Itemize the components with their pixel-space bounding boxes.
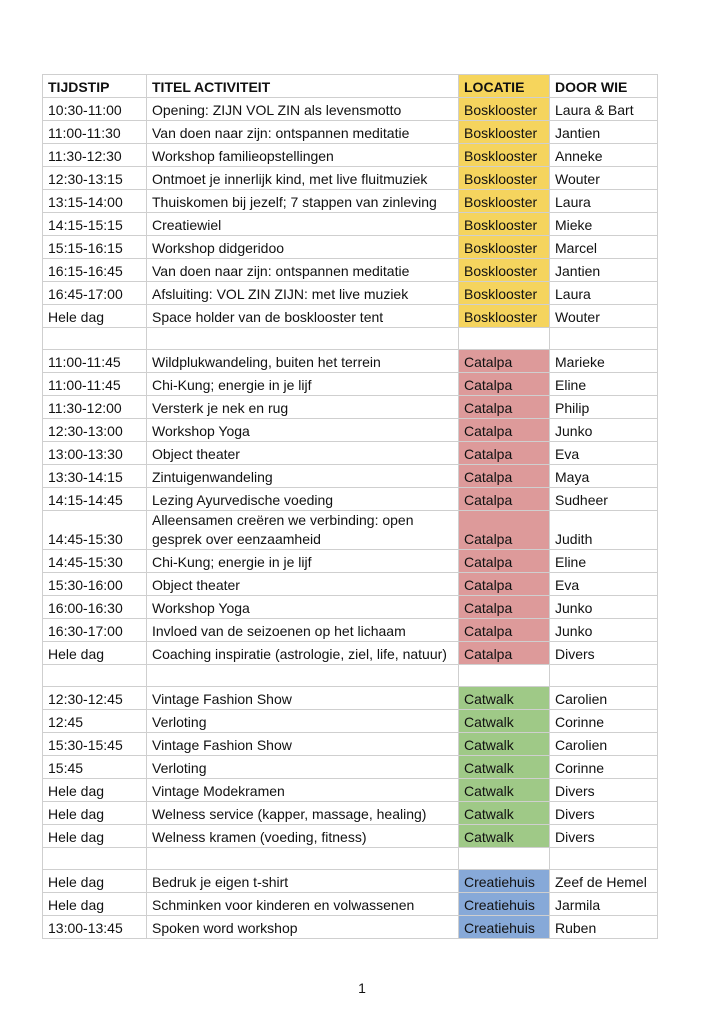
cell-time: Hele dag xyxy=(43,893,147,916)
table-row xyxy=(43,870,658,893)
spacer-row xyxy=(43,328,658,350)
cell-title: Vintage Fashion Show xyxy=(147,687,459,710)
cell-title: Van doen naar zijn: ontspannen meditatie xyxy=(147,121,459,144)
cell-location: Catwalk xyxy=(459,779,550,802)
cell-time: Hele dag xyxy=(43,802,147,825)
spacer-row xyxy=(43,665,658,687)
cell-location: Creatiehuis xyxy=(459,870,550,893)
table-row xyxy=(43,121,658,144)
table-row xyxy=(43,825,658,848)
cell-title: Welness service (kapper, massage, healing) xyxy=(147,802,459,825)
cell-location: Catalpa xyxy=(459,511,550,550)
cell-title: Vintage Modekramen xyxy=(147,779,459,802)
table-row xyxy=(43,282,658,305)
empty-cell xyxy=(459,848,550,870)
cell-who: Judith xyxy=(550,511,658,550)
cell-time: 15:30-15:45 xyxy=(43,733,147,756)
cell-title: Opening: ZIJN VOL ZIN als levensmotto xyxy=(147,98,459,121)
cell-location: Catalpa xyxy=(459,619,550,642)
cell-title: Zintuigenwandeling xyxy=(147,465,459,488)
cell-location: Creatiehuis xyxy=(459,916,550,939)
cell-location: Catalpa xyxy=(459,350,550,373)
cell-title: Invloed van de seizoenen op het lichaam xyxy=(147,619,459,642)
cell-who: Divers xyxy=(550,825,658,848)
cell-location: Bosklooster xyxy=(459,121,550,144)
cell-title: Thuiskomen bij jezelf; 7 stappen van zinleving xyxy=(147,190,459,213)
empty-cell xyxy=(43,665,147,687)
cell-who: Sudheer xyxy=(550,488,658,511)
cell-time: 12:30-12:45 xyxy=(43,687,147,710)
table-row xyxy=(43,396,658,419)
table-row xyxy=(43,305,658,328)
cell-title: Vintage Fashion Show xyxy=(147,733,459,756)
table-row xyxy=(43,710,658,733)
cell-time: 15:15-16:15 xyxy=(43,236,147,259)
cell-time: Hele dag xyxy=(43,305,147,328)
cell-time: 16:15-16:45 xyxy=(43,259,147,282)
cell-location: Bosklooster xyxy=(459,167,550,190)
cell-time: 13:30-14:15 xyxy=(43,465,147,488)
table-row xyxy=(43,442,658,465)
cell-who: Jantien xyxy=(550,259,658,282)
cell-who: Divers xyxy=(550,642,658,665)
cell-title: Coaching inspiratie (astrologie, ziel, life, natuur) xyxy=(147,642,459,665)
cell-title: Verloting xyxy=(147,756,459,779)
table-row xyxy=(43,465,658,488)
cell-location: Bosklooster xyxy=(459,190,550,213)
cell-who: Eva xyxy=(550,573,658,596)
page-number: 1 xyxy=(358,980,366,996)
cell-who: Corinne xyxy=(550,756,658,779)
table-row xyxy=(43,167,658,190)
cell-time: 12:30-13:00 xyxy=(43,419,147,442)
cell-time: 13:15-14:00 xyxy=(43,190,147,213)
cell-who: Jarmila xyxy=(550,893,658,916)
cell-location: Catalpa xyxy=(459,488,550,511)
header-location: LOCATIE xyxy=(459,75,550,98)
empty-cell xyxy=(550,328,658,350)
cell-who: Carolien xyxy=(550,733,658,756)
cell-who: Eline xyxy=(550,373,658,396)
table-row xyxy=(43,373,658,396)
cell-time: 11:00-11:30 xyxy=(43,121,147,144)
cell-location: Bosklooster xyxy=(459,282,550,305)
table-row xyxy=(43,573,658,596)
header-row xyxy=(43,75,658,98)
cell-location: Catwalk xyxy=(459,802,550,825)
cell-time: 14:15-14:45 xyxy=(43,488,147,511)
empty-cell xyxy=(550,848,658,870)
cell-title: Object theater xyxy=(147,573,459,596)
cell-title: Lezing Ayurvedische voeding xyxy=(147,488,459,511)
empty-cell xyxy=(459,328,550,350)
cell-who: Wouter xyxy=(550,167,658,190)
table-row xyxy=(43,144,658,167)
cell-who: Wouter xyxy=(550,305,658,328)
table-row xyxy=(43,596,658,619)
cell-title: Afsluiting: VOL ZIN ZIJN: met live muziek xyxy=(147,282,459,305)
table-row xyxy=(43,190,658,213)
cell-title: Object theater xyxy=(147,442,459,465)
cell-who: Eva xyxy=(550,442,658,465)
cell-location: Catalpa xyxy=(459,396,550,419)
cell-location: Bosklooster xyxy=(459,236,550,259)
cell-who: Maya xyxy=(550,465,658,488)
empty-cell xyxy=(147,328,459,350)
cell-who: Laura xyxy=(550,190,658,213)
cell-time: 14:45-15:30 xyxy=(43,550,147,573)
table-row xyxy=(43,236,658,259)
header-title: TITEL ACTIVITEIT xyxy=(147,75,459,98)
cell-title: Verloting xyxy=(147,710,459,733)
cell-location: Catalpa xyxy=(459,442,550,465)
table-row xyxy=(43,619,658,642)
cell-who: Zeef de Hemel xyxy=(550,870,658,893)
cell-title: Alleensamen creëren we verbinding: open gesprek over eenzaamheid xyxy=(147,511,459,550)
cell-title: Workshop Yoga xyxy=(147,419,459,442)
empty-cell xyxy=(147,665,459,687)
cell-who: Carolien xyxy=(550,687,658,710)
cell-location: Catalpa xyxy=(459,573,550,596)
empty-cell xyxy=(43,328,147,350)
cell-title: Space holder van de bosklooster tent xyxy=(147,305,459,328)
cell-time: 13:00-13:45 xyxy=(43,916,147,939)
cell-time: 14:15-15:15 xyxy=(43,213,147,236)
cell-who: Ruben xyxy=(550,916,658,939)
cell-title: Ontmoet je innerlijk kind, met live fluitmuziek xyxy=(147,167,459,190)
table-row xyxy=(43,488,658,511)
table-row xyxy=(43,893,658,916)
cell-location: Catalpa xyxy=(459,596,550,619)
table-row xyxy=(43,733,658,756)
cell-location: Bosklooster xyxy=(459,259,550,282)
cell-title: Wildplukwandeling, buiten het terrein xyxy=(147,350,459,373)
cell-time: 11:30-12:00 xyxy=(43,396,147,419)
cell-location: Catwalk xyxy=(459,733,550,756)
cell-title: Schminken voor kinderen en volwassenen xyxy=(147,893,459,916)
cell-time: Hele dag xyxy=(43,779,147,802)
cell-location: Catwalk xyxy=(459,687,550,710)
cell-location: Bosklooster xyxy=(459,98,550,121)
cell-title: Spoken word workshop xyxy=(147,916,459,939)
cell-who: Junko xyxy=(550,619,658,642)
cell-location: Catalpa xyxy=(459,419,550,442)
cell-time: 16:45-17:00 xyxy=(43,282,147,305)
table-row xyxy=(43,511,658,550)
cell-who: Philip xyxy=(550,396,658,419)
cell-time: 11:00-11:45 xyxy=(43,350,147,373)
empty-cell xyxy=(43,848,147,870)
cell-time: 11:00-11:45 xyxy=(43,373,147,396)
cell-who: Corinne xyxy=(550,710,658,733)
cell-who: Eline xyxy=(550,550,658,573)
table-row xyxy=(43,259,658,282)
cell-title: Chi-Kung; energie in je lijf xyxy=(147,373,459,396)
cell-location: Bosklooster xyxy=(459,305,550,328)
cell-title: Workshop Yoga xyxy=(147,596,459,619)
table-row xyxy=(43,756,658,779)
cell-title: Creatiewiel xyxy=(147,213,459,236)
cell-location: Bosklooster xyxy=(459,213,550,236)
cell-who: Jantien xyxy=(550,121,658,144)
cell-title: Versterk je nek en rug xyxy=(147,396,459,419)
cell-time: Hele dag xyxy=(43,825,147,848)
cell-time: 11:30-12:30 xyxy=(43,144,147,167)
cell-time: Hele dag xyxy=(43,642,147,665)
cell-location: Catalpa xyxy=(459,373,550,396)
table-row xyxy=(43,642,658,665)
table-row xyxy=(43,350,658,373)
cell-who: Marcel xyxy=(550,236,658,259)
cell-time: 16:30-17:00 xyxy=(43,619,147,642)
cell-title: Chi-Kung; energie in je lijf xyxy=(147,550,459,573)
cell-time: 10:30-11:00 xyxy=(43,98,147,121)
cell-who: Laura xyxy=(550,282,658,305)
spacer-row xyxy=(43,848,658,870)
cell-time: 15:45 xyxy=(43,756,147,779)
cell-time: 12:30-13:15 xyxy=(43,167,147,190)
cell-title: Workshop familieopstellingen xyxy=(147,144,459,167)
schedule-table xyxy=(42,74,658,939)
table-row xyxy=(43,779,658,802)
header-time: TIJDSTIP xyxy=(43,75,147,98)
table-row xyxy=(43,550,658,573)
table-row xyxy=(43,687,658,710)
empty-cell xyxy=(147,848,459,870)
header-who: DOOR WIE xyxy=(550,75,658,98)
cell-who: Anneke xyxy=(550,144,658,167)
schedule-body xyxy=(43,98,658,939)
cell-location: Catalpa xyxy=(459,642,550,665)
cell-title: Welness kramen (voeding, fitness) xyxy=(147,825,459,848)
cell-time: 13:00-13:30 xyxy=(43,442,147,465)
table-row xyxy=(43,419,658,442)
cell-who: Laura & Bart xyxy=(550,98,658,121)
cell-time: 15:30-16:00 xyxy=(43,573,147,596)
cell-who: Junko xyxy=(550,419,658,442)
table-row xyxy=(43,916,658,939)
cell-time: 16:00-16:30 xyxy=(43,596,147,619)
cell-time: 14:45-15:30 xyxy=(43,511,147,550)
cell-time: 12:45 xyxy=(43,710,147,733)
cell-time: Hele dag xyxy=(43,870,147,893)
cell-who: Divers xyxy=(550,802,658,825)
cell-who: Divers xyxy=(550,779,658,802)
empty-cell xyxy=(550,665,658,687)
cell-location: Catwalk xyxy=(459,825,550,848)
cell-title: Van doen naar zijn: ontspannen meditatie xyxy=(147,259,459,282)
cell-location: Catalpa xyxy=(459,465,550,488)
cell-location: Catwalk xyxy=(459,756,550,779)
cell-location: Creatiehuis xyxy=(459,893,550,916)
cell-who: Junko xyxy=(550,596,658,619)
cell-title: Bedruk je eigen t-shirt xyxy=(147,870,459,893)
cell-who: Marieke xyxy=(550,350,658,373)
cell-location: Catalpa xyxy=(459,550,550,573)
empty-cell xyxy=(459,665,550,687)
table-row xyxy=(43,213,658,236)
table-row xyxy=(43,802,658,825)
cell-location: Bosklooster xyxy=(459,144,550,167)
cell-who: Mieke xyxy=(550,213,658,236)
cell-location: Catwalk xyxy=(459,710,550,733)
cell-title: Workshop didgeridoo xyxy=(147,236,459,259)
table-row xyxy=(43,98,658,121)
